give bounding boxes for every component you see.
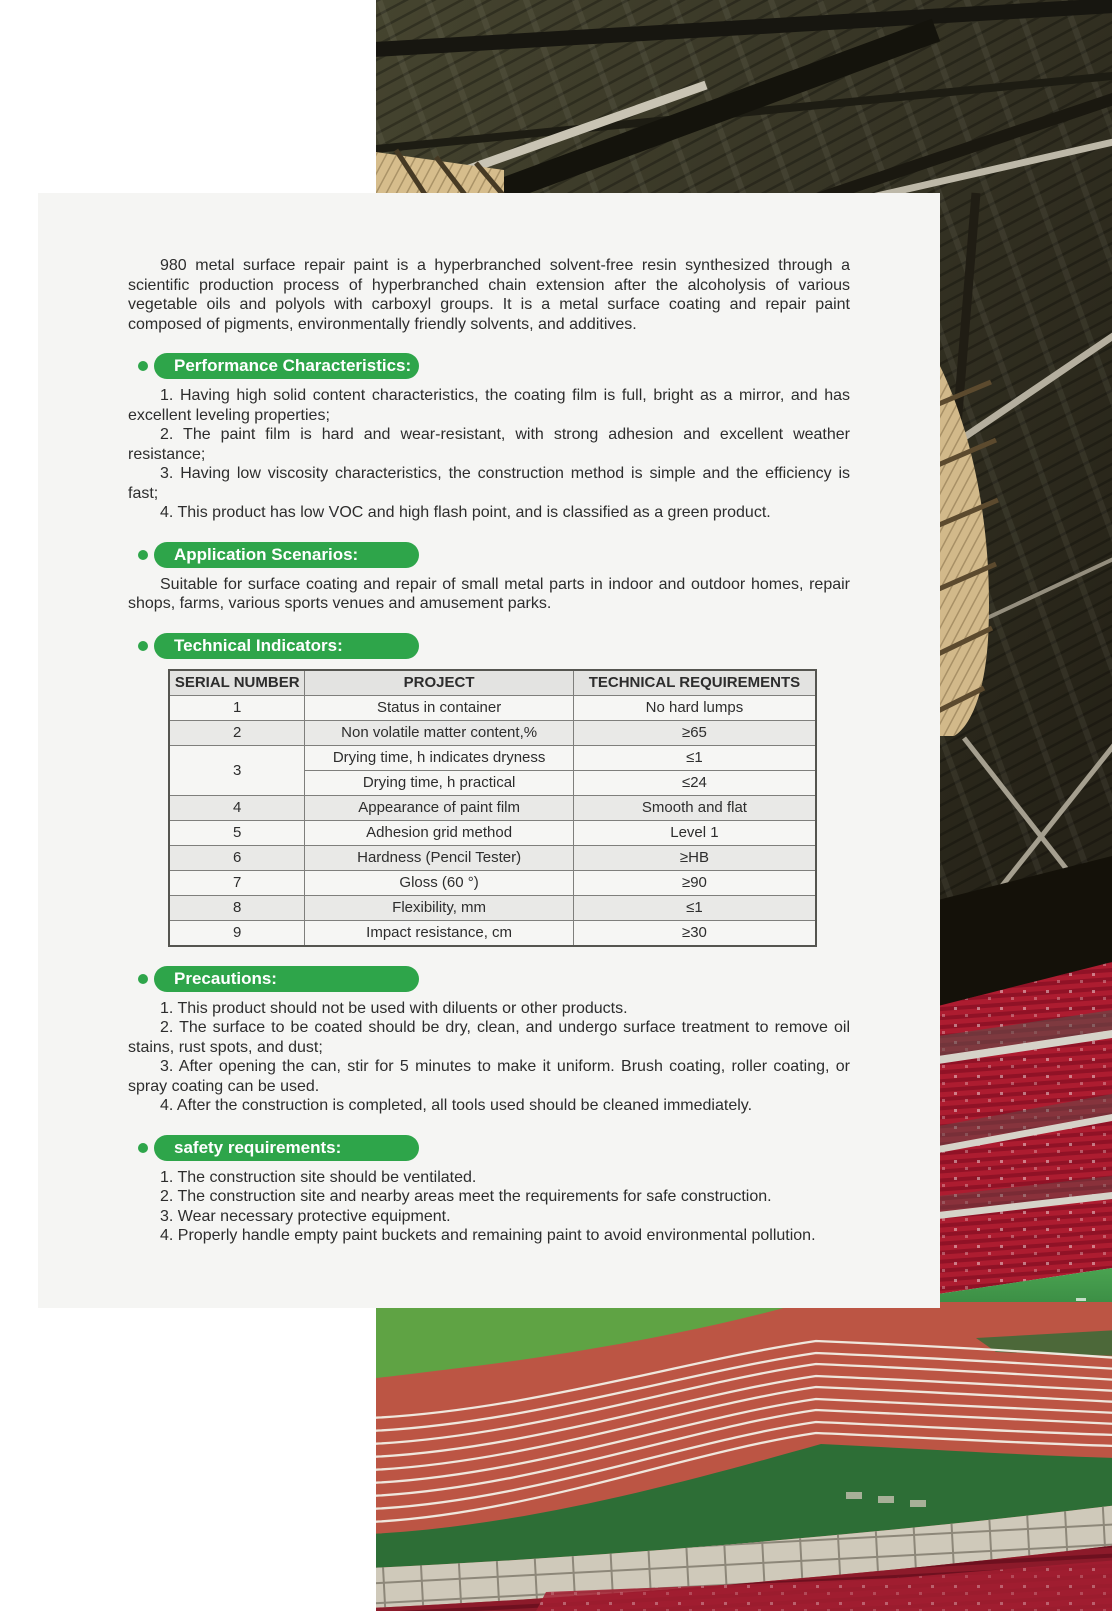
list-item: 4. After the construction is completed, all tools used should be cleaned immediately.	[160, 1097, 753, 1114]
section-header-application	[128, 542, 850, 568]
serial-cell: 8	[169, 895, 305, 920]
requirement-cell: ≤24	[573, 770, 816, 795]
intro-paragraph: 980 metal surface repair paint is a hyperbranched solvent-free resin synthesized through a scientific production process of hyperbranched chain extension after the alcoholysis of various vegetable oils and polyols with carboxyl groups. It is a metal surface coating and repair paint composed of pigments, environmentally friendly solvents, and additives.	[128, 257, 850, 333]
section-body-safety	[128, 1168, 850, 1246]
table-header-cell: PROJECT	[305, 670, 574, 696]
section-title: safety requirements:	[174, 1137, 342, 1157]
content-card	[38, 193, 940, 1308]
section-performance	[128, 353, 850, 523]
project-cell: Appearance of paint film	[305, 795, 574, 820]
serial-cell: 9	[169, 920, 305, 946]
serial-cell: 6	[169, 845, 305, 870]
requirement-cell: Smooth and flat	[573, 795, 816, 820]
bullet-icon	[138, 641, 148, 651]
list-item: 1. The construction site should be ventilated.	[160, 1168, 477, 1186]
table-header-cell: SERIAL NUMBER	[169, 670, 305, 696]
list-item: 4. This product has low VOC and high flash point, and is classified as a green product.	[160, 504, 771, 521]
project-cell: Hardness (Pencil Tester)	[305, 845, 574, 870]
serial-cell: 4	[169, 795, 305, 820]
section-title-pill	[154, 1135, 419, 1161]
list-item: 2. The construction site and nearby areas meet the requirements for safe construction.	[160, 1188, 772, 1205]
section-title: Performance Characteristics:	[174, 356, 412, 375]
project-cell: Drying time, h indicates dryness	[305, 745, 574, 770]
project-cell: Status in container	[305, 695, 574, 720]
section-header-precautions	[128, 966, 850, 992]
section-header-technical	[128, 633, 850, 659]
list-item: 1. Having high solid content characteristics, the coating film is full, bright as a mirror, and has excellent leveling properties;	[128, 387, 850, 424]
section-title-pill	[154, 966, 419, 992]
table-row	[169, 745, 816, 770]
list-item: 4. Properly handle empty paint buckets and remaining paint to avoid environmental pollution.	[160, 1227, 816, 1244]
table-header-cell: TECHNICAL REQUIREMENTS	[573, 670, 816, 696]
requirement-cell: ≥30	[573, 920, 816, 946]
serial-cell: 5	[169, 820, 305, 845]
requirement-cell: ≥65	[573, 720, 816, 745]
serial-cell: 1	[169, 695, 305, 720]
section-application	[128, 542, 850, 614]
bullet-icon	[138, 361, 148, 371]
project-cell: Flexibility, mm	[305, 895, 574, 920]
section-safety	[128, 1135, 850, 1246]
table-row	[169, 870, 816, 895]
project-cell: Impact resistance, cm	[305, 920, 574, 946]
serial-cell: 2	[169, 720, 305, 745]
table-header	[169, 670, 816, 696]
table-row	[169, 895, 816, 920]
section-title-pill	[154, 353, 419, 379]
technical-indicators-table	[168, 669, 817, 947]
section-header-performance	[128, 353, 850, 379]
section-technical	[128, 633, 850, 947]
list-item: 1. This product should not be used with diluents or other products.	[160, 999, 628, 1017]
section-title: Application Scenarios:	[174, 544, 359, 564]
serial-cell: 3	[169, 745, 305, 795]
list-item: 2. The paint film is hard and wear-resistant, with strong adhesion and excellent weather resistance;	[128, 426, 850, 463]
bullet-icon	[138, 550, 148, 560]
project-cell: Adhesion grid method	[305, 820, 574, 845]
table-row	[169, 695, 816, 720]
project-cell: Gloss (60 °)	[305, 870, 574, 895]
section-header-safety	[128, 1135, 850, 1161]
table-body	[169, 695, 816, 946]
table-row	[169, 820, 816, 845]
requirement-cell: ≤1	[573, 895, 816, 920]
bullet-icon	[138, 974, 148, 984]
section-body-performance	[128, 386, 850, 523]
list-item: Suitable for surface coating and repair of small metal parts in indoor and outdoor homes, repair shops, farms, various sports venues and amusement parks.	[128, 575, 850, 612]
bullet-icon	[138, 1143, 148, 1153]
table-row	[169, 720, 816, 745]
requirement-cell: ≤1	[573, 745, 816, 770]
project-cell: Drying time, h practical	[305, 770, 574, 795]
section-body-precautions	[128, 999, 850, 1116]
section-title-pill	[154, 633, 419, 659]
serial-cell: 7	[169, 870, 305, 895]
section-title: Precautions:	[174, 968, 277, 988]
section-title-pill	[154, 542, 419, 568]
list-item: 3. Having low viscosity characteristics, the construction method is simple and the efficiency is fast;	[128, 465, 850, 502]
requirement-cell: ≥HB	[573, 845, 816, 870]
list-item: 2. The surface to be coated should be dry, clean, and undergo surface treatment to remove oil stains, rust spots, and dust;	[128, 1019, 850, 1056]
section-title: Technical Indicators:	[174, 635, 343, 655]
list-item: 3. After opening the can, stir for 5 minutes to make it uniform. Brush coating, roller coating, or spray coating can be used.	[128, 1058, 850, 1095]
section-body-application	[128, 575, 850, 614]
requirement-cell: Level 1	[573, 820, 816, 845]
list-item: 3. Wear necessary protective equipment.	[160, 1207, 451, 1225]
table-row	[169, 845, 816, 870]
requirement-cell: ≥90	[573, 870, 816, 895]
table-row	[169, 920, 816, 946]
section-precautions	[128, 966, 850, 1116]
project-cell: Non volatile matter content,%	[305, 720, 574, 745]
table-row	[169, 795, 816, 820]
requirement-cell: No hard lumps	[573, 695, 816, 720]
